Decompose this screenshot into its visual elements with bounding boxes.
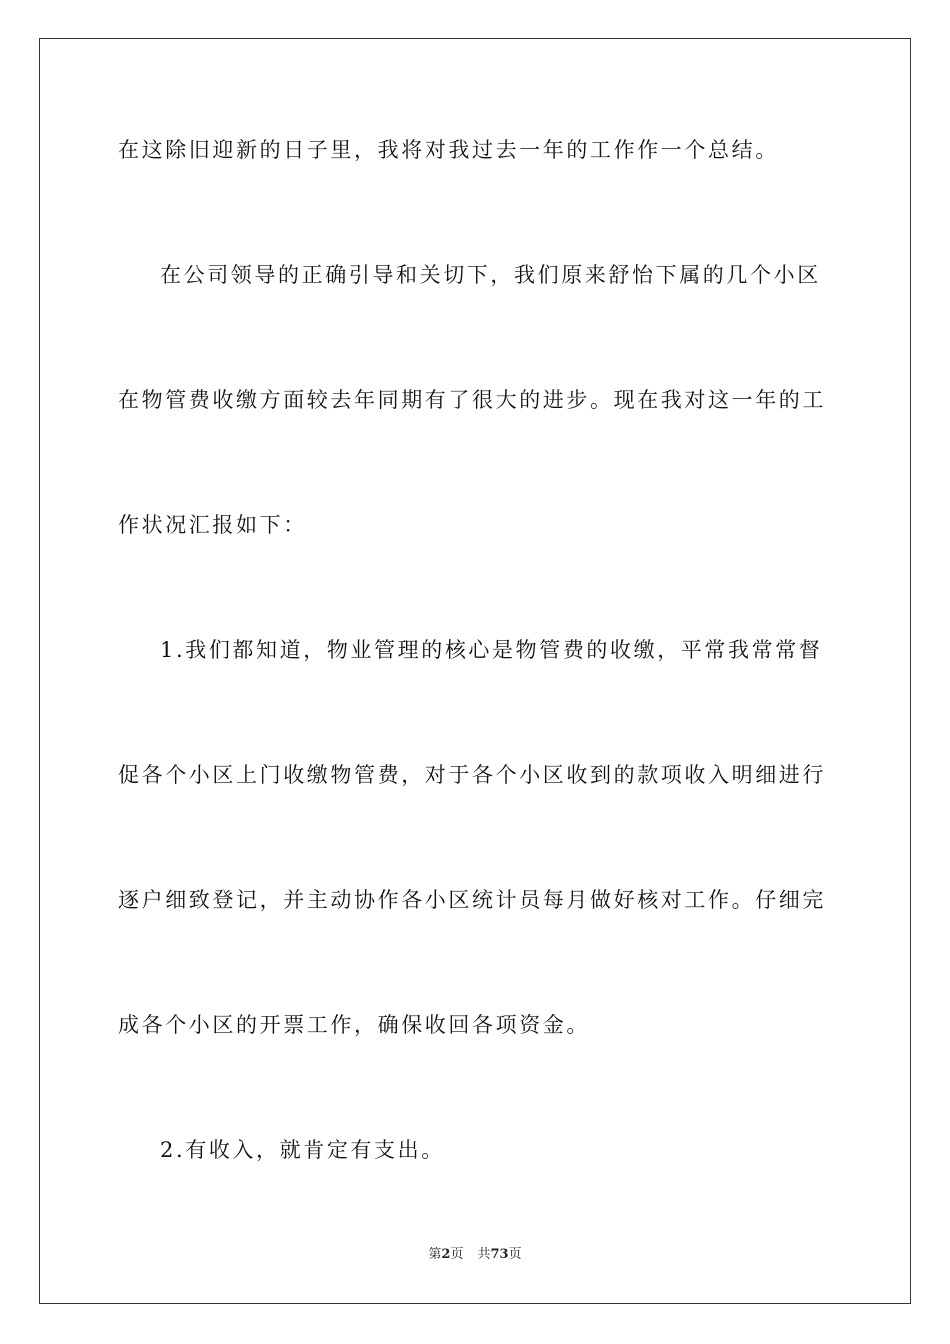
paragraph-line: 成各个小区的开票工作，确保收回各项资金。 bbox=[118, 1013, 590, 1037]
total-pages: 73 bbox=[490, 1247, 509, 1262]
paragraph-line: 作状况汇报如下： bbox=[118, 513, 307, 537]
paragraph-line: 1.我们都知道，物业管理的核心是物管费的收缴，平常我常常督 bbox=[160, 638, 823, 662]
paragraph-line: 在这除旧迎新的日子里，我将对我过去一年的工作作一个总结。 bbox=[118, 138, 779, 162]
paragraph-line: 2.有收入，就肯定有支出。 bbox=[160, 1138, 445, 1162]
page-suffix: 页 bbox=[450, 1247, 464, 1262]
page-prefix: 第 bbox=[428, 1247, 442, 1262]
page-footer bbox=[0, 1246, 950, 1264]
paragraph-line: 在公司领导的正确引导和关切下，我们原来舒怡下属的几个小区 bbox=[160, 263, 821, 287]
total-suffix: 页 bbox=[508, 1247, 522, 1262]
paragraph-line: 促各个小区上门收缴物管费，对于各个小区收到的款项收入明细进行 bbox=[118, 763, 826, 787]
total-prefix: 共 bbox=[477, 1247, 491, 1262]
paragraph-line: 在物管费收缴方面较去年同期有了很大的进步。现在我对这一年的工 bbox=[118, 388, 826, 412]
page-number: 2 bbox=[441, 1247, 451, 1262]
paragraph-line: 逐户细致登记，并主动协作各小区统计员每月做好核对工作。仔细完 bbox=[118, 888, 826, 912]
page-frame bbox=[39, 38, 911, 1304]
